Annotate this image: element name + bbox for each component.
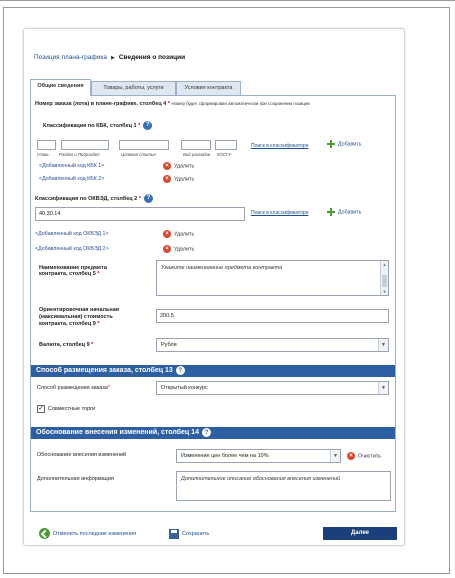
plus-icon xyxy=(327,140,335,148)
footer-actions xyxy=(34,526,399,542)
joint-tenders-label: Совместные торги xyxy=(48,406,96,412)
price-label xyxy=(39,307,119,328)
kbk-field-caption: Вид расходов xyxy=(183,152,211,157)
undo-icon xyxy=(39,528,50,539)
tab-general[interactable]: Общие сведения xyxy=(30,79,91,96)
okved-input[interactable]: 40.30.14 xyxy=(35,207,245,221)
currency-select[interactable] xyxy=(156,338,389,352)
help-icon[interactable]: ? xyxy=(144,194,153,203)
kbk-label xyxy=(43,121,152,130)
help-icon[interactable]: ? xyxy=(202,428,211,437)
tab-goods[interactable]: Товары, работы, услуги xyxy=(91,81,176,95)
help-icon[interactable]: ? xyxy=(143,121,152,130)
breadcrumb-arrow-icon: ▶ xyxy=(110,55,115,61)
order-number-note: Номер будет сформирован автоматически при сохранении позиции xyxy=(171,101,310,106)
plus-icon xyxy=(327,208,335,216)
currency-value: Рубли xyxy=(161,342,177,348)
chevron-down-icon[interactable]: ▼ xyxy=(330,450,340,462)
subject-textarea[interactable] xyxy=(156,260,389,296)
subject-scrollbar[interactable] xyxy=(380,261,388,295)
currency-label xyxy=(39,342,93,348)
placement-select[interactable] xyxy=(156,381,389,395)
kbk-delete-button-2[interactable] xyxy=(163,175,194,183)
placement-label-text: Способ размещения заказа xyxy=(37,385,108,391)
price-input[interactable]: 200,5 xyxy=(156,309,389,323)
order-number-label xyxy=(35,101,310,107)
clear-label: Очистить xyxy=(358,453,382,460)
changes-reason-label: Обоснование внесения изменений xyxy=(37,452,127,458)
okved-label xyxy=(35,194,153,203)
okved-add-label: Добавить xyxy=(338,209,362,216)
clear-icon: × xyxy=(347,452,355,460)
tab-content-general xyxy=(30,95,396,512)
kbk-added-code-1: <Добавленный код КБК 1> xyxy=(39,163,105,169)
kbk-field-caption: Раздел и Подраздел xyxy=(59,152,100,157)
undo-label: Отменить последние изменения xyxy=(53,531,137,537)
required-mark: * xyxy=(136,122,141,129)
delete-label: Удалить xyxy=(174,176,195,183)
subject-label-line: контракта, столбец 5 xyxy=(39,271,96,277)
scroll-up-icon[interactable]: ▲ xyxy=(382,262,387,267)
scroll-thumb[interactable] xyxy=(382,275,387,287)
kbk-kosgu-input[interactable] xyxy=(215,140,237,150)
price-label-line: Ориентировочная начальная xyxy=(39,307,119,313)
changes-section-header xyxy=(31,427,395,439)
delete-label: Удалить xyxy=(174,163,195,170)
breadcrumb xyxy=(34,54,185,61)
position-form-card xyxy=(23,28,405,546)
chevron-down-icon[interactable]: ▼ xyxy=(378,339,388,351)
clear-button[interactable] xyxy=(347,452,381,460)
undo-changes-button[interactable] xyxy=(39,528,136,540)
scroll-down-icon[interactable]: ▼ xyxy=(382,289,387,294)
kbk-search-link[interactable]: Поиск в классификаторе xyxy=(251,143,309,149)
floppy-icon xyxy=(169,529,179,539)
kbk-target-input[interactable] xyxy=(119,140,169,150)
help-icon[interactable]: ? xyxy=(176,366,185,375)
okved-search-link[interactable]: Поиск в классификаторе xyxy=(251,210,309,216)
delete-icon: × xyxy=(163,230,171,238)
okved-added-code-1: <Добавленный код ОКВЭД 1> xyxy=(35,231,109,237)
kbk-field-caption: Глава xyxy=(37,152,49,157)
delete-icon: × xyxy=(163,162,171,170)
required-mark: * xyxy=(95,271,100,277)
required-mark: * xyxy=(137,195,141,202)
kbk-add-button[interactable] xyxy=(327,140,361,148)
save-button[interactable] xyxy=(169,528,209,540)
additional-info-placeholder: Дополнительное описание обоснования внесения изменений xyxy=(181,476,341,482)
delete-label: Удалить xyxy=(174,246,195,253)
top-divider xyxy=(0,0,455,1)
placement-header-text: Способ размещения заказа, столбец 13 xyxy=(36,367,173,374)
price-label-line: контракта, столбец 9 xyxy=(39,321,96,327)
placement-label xyxy=(37,385,110,391)
subject-label-line: Наименование предмета xyxy=(39,265,107,271)
okved-delete-button-1[interactable] xyxy=(163,230,194,238)
kbk-section-input[interactable] xyxy=(61,140,109,150)
order-number-label-text: Номер заказа (лота) в плане-графике, столбец 4 xyxy=(35,101,167,107)
kbk-field-caption: Целевая статья xyxy=(121,152,156,157)
required-mark: * xyxy=(95,321,100,327)
delete-icon: × xyxy=(163,175,171,183)
save-label: Сохранить xyxy=(182,531,210,537)
placement-section-header xyxy=(31,365,395,377)
okved-add-button[interactable] xyxy=(327,208,361,216)
currency-label-text: Валюта, столбец 9 xyxy=(39,342,90,348)
required-mark: * xyxy=(89,342,94,348)
additional-info-label: Дополнительная информация xyxy=(37,476,114,482)
kbk-add-label: Добавить xyxy=(338,141,362,148)
chevron-down-icon[interactable]: ▼ xyxy=(378,382,388,394)
price-label-line: (максимальная) стоимость xyxy=(39,314,113,320)
breadcrumb-current: Сведения о позиции xyxy=(118,54,186,61)
next-button[interactable]: Далее xyxy=(323,527,397,540)
kbk-expense-type-input[interactable] xyxy=(181,140,211,150)
delete-label: Удалить xyxy=(174,231,195,238)
changes-reason-select[interactable] xyxy=(176,449,341,463)
tab-contract-terms[interactable]: Условия контракта xyxy=(176,81,241,95)
subject-label xyxy=(39,265,107,277)
okved-delete-button-2[interactable] xyxy=(163,245,194,253)
changes-header-text: Обоснование внесения изменений, столбец 14 xyxy=(36,429,199,436)
required-mark: * xyxy=(107,385,110,391)
kbk-chapter-input[interactable] xyxy=(37,140,56,150)
placement-value: Открытый конкурс xyxy=(161,385,208,391)
kbk-label-text: Классификация по КБК, столбец 1 xyxy=(43,122,137,129)
kbk-field-caption: КОСГУ xyxy=(217,152,232,157)
changes-reason-value: Изменение цен более чем на 10% xyxy=(181,453,269,459)
kbk-delete-button-1[interactable] xyxy=(163,162,194,170)
okved-added-code-2: <Добавленный код ОКВЭД 2> xyxy=(35,246,109,252)
kbk-added-code-2: <Добавленный код КБК 2> xyxy=(39,176,105,182)
okved-label-text: Классификация по ОКВЭД, столбец 2 xyxy=(35,195,138,202)
required-mark: * xyxy=(166,101,172,107)
breadcrumb-parent-link[interactable]: Позиция плана-графика xyxy=(34,54,107,61)
delete-icon: × xyxy=(163,245,171,253)
joint-tenders-checkbox[interactable]: ✓ xyxy=(38,405,44,412)
additional-info-textarea[interactable] xyxy=(176,471,391,501)
subject-placeholder: Укажите наименование предмета контракта xyxy=(161,265,283,271)
